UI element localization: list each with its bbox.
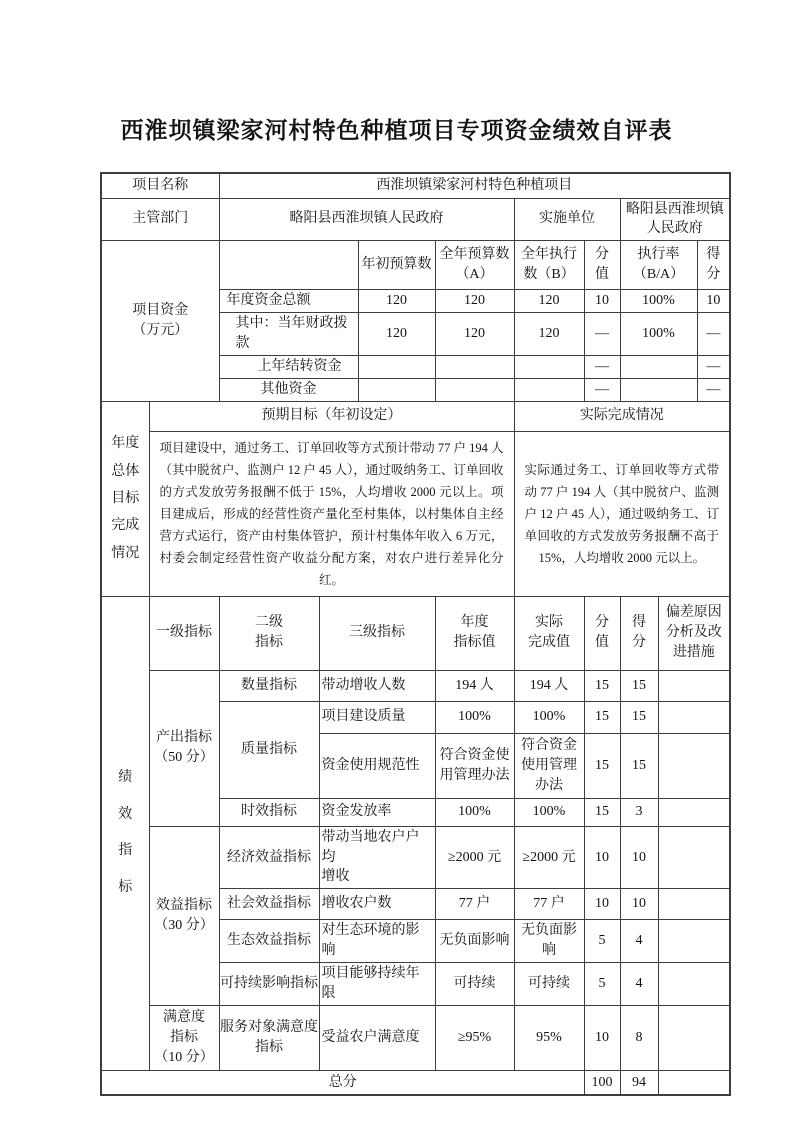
total-points: 100 bbox=[584, 1070, 620, 1095]
funds-header-row bbox=[101, 241, 730, 290]
level3-indicator: 资金使用规范性 bbox=[319, 733, 435, 798]
target-value: ≥2000 元 bbox=[435, 826, 514, 889]
level3-indicator: 带动当地农户户均 增收 bbox=[319, 826, 435, 889]
funds-initial: 120 bbox=[358, 290, 435, 313]
level3-indicator: 资金发放率 bbox=[319, 798, 435, 826]
target-value: 无负面影响 bbox=[435, 920, 514, 963]
funds-row-label: 年度资金总额 bbox=[219, 290, 358, 313]
level2-indicator: 时效指标 bbox=[219, 798, 319, 826]
funds-header-executed: 全年执行 数（B） bbox=[514, 241, 584, 290]
funds-header-points: 分 值 bbox=[584, 241, 620, 290]
deviation-cell bbox=[658, 826, 730, 889]
funds-rate: 100% bbox=[620, 313, 697, 356]
total-row bbox=[101, 1070, 730, 1095]
points-value: 5 bbox=[584, 963, 620, 1006]
dept-label: 主管部门 bbox=[101, 198, 219, 241]
level3-indicator: 项目能够持续年限 bbox=[319, 963, 435, 1006]
level2-indicator: 数量指标 bbox=[219, 670, 319, 701]
indicator-row bbox=[101, 670, 730, 701]
actual-value: 100% bbox=[514, 798, 584, 826]
deviation-cell bbox=[658, 920, 730, 963]
target-value: 符合资金使用管理办法 bbox=[435, 733, 514, 798]
points-value: 10 bbox=[584, 889, 620, 920]
header-level3: 三级指标 bbox=[319, 596, 435, 670]
actual-value: 可持续 bbox=[514, 963, 584, 1006]
funds-score: — bbox=[697, 378, 730, 401]
target-value: 可持续 bbox=[435, 963, 514, 1006]
score-value: 8 bbox=[620, 1005, 658, 1070]
level3-indicator: 项目建设质量 bbox=[319, 701, 435, 733]
score-value: 10 bbox=[620, 889, 658, 920]
level3-indicator: 对生态环境的影响 bbox=[319, 920, 435, 963]
level2-indicator: 可持续影响指标 bbox=[219, 963, 319, 1006]
score-value: 4 bbox=[620, 920, 658, 963]
group-satisfaction-label: 满意度 指标 （10 分） bbox=[149, 1005, 219, 1070]
total-label: 总分 bbox=[101, 1070, 584, 1095]
score-value: 15 bbox=[620, 670, 658, 701]
score-value: 15 bbox=[620, 733, 658, 798]
total-score: 94 bbox=[620, 1070, 658, 1095]
indicator-row bbox=[101, 826, 730, 889]
level3-indicator: 带动增收人数 bbox=[319, 670, 435, 701]
funds-initial: 120 bbox=[358, 313, 435, 356]
level2-indicator: 服务对象满意度 指标 bbox=[219, 1005, 319, 1070]
funds-rate bbox=[620, 378, 697, 401]
level2-indicator: 经济效益指标 bbox=[219, 826, 319, 889]
target-value: 100% bbox=[435, 798, 514, 826]
dept-value: 略阳县西淮坝镇人民政府 bbox=[219, 198, 514, 241]
impl-unit-label: 实施单位 bbox=[514, 198, 620, 241]
group-benefit-label: 效益指标 （30 分） bbox=[149, 826, 219, 1005]
deviation-cell bbox=[658, 798, 730, 826]
funds-annual: 120 bbox=[435, 290, 514, 313]
target-value: 77 户 bbox=[435, 889, 514, 920]
funds-executed: 120 bbox=[514, 290, 584, 313]
funds-rate: 100% bbox=[620, 290, 697, 313]
score-value: 15 bbox=[620, 701, 658, 733]
funds-annual bbox=[435, 355, 514, 378]
target-value: 194 人 bbox=[435, 670, 514, 701]
funds-header-rate: 执行率 （B/A） bbox=[620, 241, 697, 290]
total-deviation bbox=[658, 1070, 730, 1095]
points-value: 15 bbox=[584, 670, 620, 701]
points-value: 15 bbox=[584, 798, 620, 826]
level3-indicator: 受益农户满意度 bbox=[319, 1005, 435, 1070]
points-value: 15 bbox=[584, 701, 620, 733]
funds-score: 10 bbox=[697, 290, 730, 313]
funds-section-label: 项目资金 （万元） bbox=[101, 241, 219, 401]
header-level2: 二级 指标 bbox=[219, 596, 319, 670]
header-actual: 实际 完成值 bbox=[514, 596, 584, 670]
funds-row-label: 其中：当年财政拨款 bbox=[219, 313, 358, 356]
actual-value: 95% bbox=[514, 1005, 584, 1070]
funds-annual bbox=[435, 378, 514, 401]
points-value: 10 bbox=[584, 1005, 620, 1070]
funds-rate bbox=[620, 355, 697, 378]
self-evaluation-table bbox=[100, 172, 731, 1096]
funds-points: — bbox=[584, 378, 620, 401]
actual-value: 100% bbox=[514, 701, 584, 733]
project-name-label: 项目名称 bbox=[101, 173, 219, 198]
deviation-cell bbox=[658, 1005, 730, 1070]
deviation-cell bbox=[658, 963, 730, 1006]
points-value: 10 bbox=[584, 826, 620, 889]
funds-score: — bbox=[697, 355, 730, 378]
level2-indicator: 生态效益指标 bbox=[219, 920, 319, 963]
funds-score: — bbox=[697, 313, 730, 356]
funds-header-annual-budget: 全年预算数 （A） bbox=[435, 241, 514, 290]
indicators-section-label: 绩 效 指 标 bbox=[101, 596, 149, 1070]
score-value: 3 bbox=[620, 798, 658, 826]
header-deviation: 偏差原因分析及改进措施 bbox=[658, 596, 730, 670]
funds-header-score: 得 分 bbox=[697, 241, 730, 290]
level2-indicator: 社会效益指标 bbox=[219, 889, 319, 920]
funds-executed bbox=[514, 355, 584, 378]
actual-value: 77 户 bbox=[514, 889, 584, 920]
funds-annual: 120 bbox=[435, 313, 514, 356]
deviation-cell bbox=[658, 733, 730, 798]
group-output-label: 产出指标 （50 分） bbox=[149, 670, 219, 826]
header-target: 年度 指标值 bbox=[435, 596, 514, 670]
impl-unit-value: 略阳县西淮坝镇人民政府 bbox=[620, 198, 730, 241]
points-value: 5 bbox=[584, 920, 620, 963]
funds-initial bbox=[358, 355, 435, 378]
level2-indicator: 质量指标 bbox=[219, 701, 319, 798]
goal-content-row bbox=[101, 431, 730, 596]
funds-points: 10 bbox=[584, 290, 620, 313]
funds-points: — bbox=[584, 313, 620, 356]
indicators-header-row bbox=[101, 596, 730, 670]
goal-expected-text: 项目建设中，通过务工、订单回收等方式预计带动 77 户 194 人（其中脱贫户、监测户 12 户 45 人），通过吸纳务工、订单回收的方式发放劳务报酬不低于 15%，人均增收 2000 元以上。项目建成后，形成的经营性资产量化至村集体，以村集体自主经营方式运行，资产由村集体管护，预计村集体年收入 6 万元，村委会制定经营性资产收益分配方案，对农户进行差异化分红。 bbox=[149, 431, 514, 596]
funds-row-label: 其他资金 bbox=[219, 378, 358, 401]
goal-expected-header: 预期目标（年初设定） bbox=[149, 401, 514, 431]
funds-executed bbox=[514, 378, 584, 401]
goal-section-label: 年度 总体 目标 完成 情况 bbox=[101, 401, 149, 596]
score-value: 10 bbox=[620, 826, 658, 889]
project-name-value: 西淮坝镇梁家河村特色种植项目 bbox=[219, 173, 730, 198]
target-value: ≥95% bbox=[435, 1005, 514, 1070]
level3-indicator: 增收农户数 bbox=[319, 889, 435, 920]
points-value: 15 bbox=[584, 733, 620, 798]
department-row bbox=[101, 198, 730, 241]
target-value: 100% bbox=[435, 701, 514, 733]
page-title: 西淮坝镇梁家河村特色种植项目专项资金绩效自评表 bbox=[120, 117, 673, 143]
actual-value: 194 人 bbox=[514, 670, 584, 701]
actual-value: 无负面影响 bbox=[514, 920, 584, 963]
funds-blank-header bbox=[219, 241, 358, 290]
project-name-row bbox=[101, 173, 730, 198]
header-level1: 一级指标 bbox=[149, 596, 219, 670]
funds-executed: 120 bbox=[514, 313, 584, 356]
actual-value: 符合资金使用管理办法 bbox=[514, 733, 584, 798]
deviation-cell bbox=[658, 670, 730, 701]
header-score: 得 分 bbox=[620, 596, 658, 670]
indicator-row bbox=[101, 1005, 730, 1070]
score-value: 4 bbox=[620, 963, 658, 1006]
funds-header-initial-budget: 年初预算数 bbox=[358, 241, 435, 290]
actual-value: ≥2000 元 bbox=[514, 826, 584, 889]
funds-points: — bbox=[584, 355, 620, 378]
funds-row-label: 上年结转资金 bbox=[219, 355, 358, 378]
deviation-cell bbox=[658, 701, 730, 733]
goal-actual-header: 实际完成情况 bbox=[514, 401, 730, 431]
goal-header-row bbox=[101, 401, 730, 431]
header-points: 分 值 bbox=[584, 596, 620, 670]
funds-initial bbox=[358, 378, 435, 401]
deviation-cell bbox=[658, 889, 730, 920]
goal-actual-text: 实际通过务工、订单回收等方式带动 77 户 194 人（其中脱贫户、监测户 12 户 45 人），通过吸纳务工、订单回收的方式发放劳务报酬不高于 15%，人均增收 2000 元以上。 bbox=[514, 431, 730, 596]
